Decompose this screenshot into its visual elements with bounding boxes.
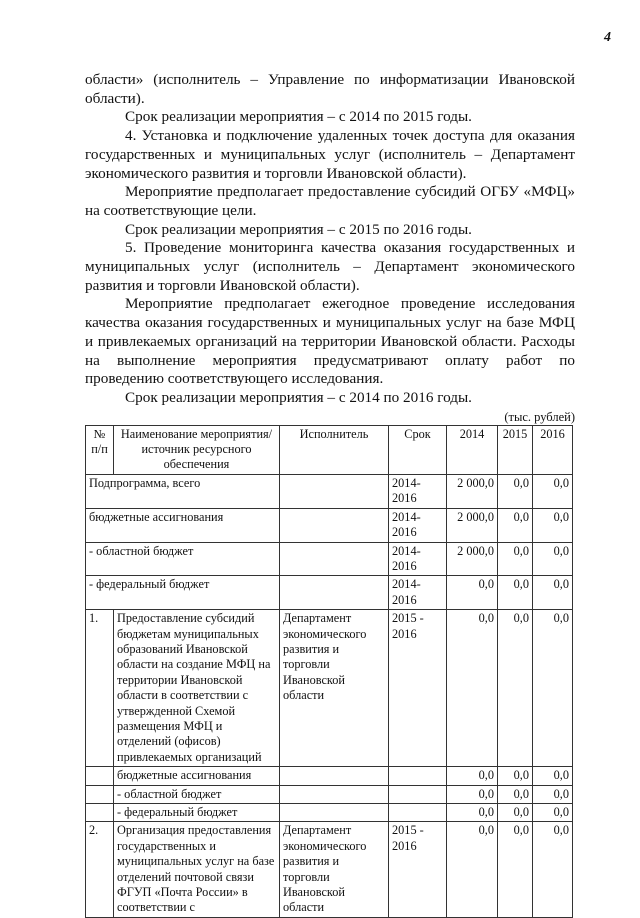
row-name: - федеральный бюджет — [114, 804, 280, 822]
row-term — [389, 785, 447, 803]
page-number: 4 — [604, 30, 611, 45]
paragraph: Срок реализации мероприятия – с 2014 по 2016 годы. — [125, 388, 472, 406]
row-2015: 0,0 — [498, 822, 533, 917]
body-text — [85, 71, 575, 408]
row-name: - федеральный бюджет — [86, 576, 280, 610]
table-row — [86, 767, 573, 785]
row-2014: 2 000,0 — [447, 474, 498, 508]
table-row — [86, 474, 573, 508]
row-executor — [280, 542, 389, 576]
table-row-item-1 — [86, 610, 573, 767]
page-content — [85, 71, 575, 918]
paragraph: 5. Проведение мониторинга качества оказания государственных и муниципальных услуг (исполнитель – Департамент экономического развития и торговли Ивановской области). — [85, 239, 575, 294]
row-num: 1. — [86, 610, 114, 767]
row-num — [86, 785, 114, 803]
header-term: Срок — [389, 425, 447, 474]
table-row — [86, 804, 573, 822]
row-name: - областной бюджет — [114, 785, 280, 803]
budget-table — [85, 425, 573, 918]
table-row — [86, 576, 573, 610]
paragraph: Срок реализации мероприятия – с 2015 по 2016 годы. — [125, 220, 472, 238]
row-executor — [280, 804, 389, 822]
row-2016: 0,0 — [533, 508, 573, 542]
row-num — [86, 804, 114, 822]
row-2016: 0,0 — [533, 576, 573, 610]
table-row — [86, 785, 573, 803]
header-executor: Исполнитель — [280, 425, 389, 474]
table-row — [86, 542, 573, 576]
row-2015: 0,0 — [498, 804, 533, 822]
row-2015: 0,0 — [498, 576, 533, 610]
row-2016: 0,0 — [533, 804, 573, 822]
row-2014: 0,0 — [447, 767, 498, 785]
row-2014: 2 000,0 — [447, 542, 498, 576]
row-executor — [280, 474, 389, 508]
row-term: 2014-2016 — [389, 474, 447, 508]
header-2016: 2016 — [533, 425, 573, 474]
row-name: Организация предоставления государственных и муниципальных услуг на базе отделений почтовой связи ФГУП «Почта России» в соответствии с — [114, 822, 280, 917]
row-executor — [280, 785, 389, 803]
row-term: 2014-2016 — [389, 542, 447, 576]
row-executor: Департамент экономического развития и торговли Ивановской области — [280, 822, 389, 917]
row-2014: 0,0 — [447, 804, 498, 822]
row-name: Подпрограмма, всего — [86, 474, 280, 508]
row-2014: 0,0 — [447, 576, 498, 610]
row-2015: 0,0 — [498, 767, 533, 785]
row-2016: 0,0 — [533, 767, 573, 785]
row-2016: 0,0 — [533, 785, 573, 803]
row-executor — [280, 767, 389, 785]
row-2014: 0,0 — [447, 785, 498, 803]
table-header — [86, 425, 573, 474]
row-2016: 0,0 — [533, 822, 573, 917]
row-2016: 0,0 — [533, 542, 573, 576]
row-num — [86, 767, 114, 785]
paragraph: 4. Установка и подключение удаленных точек доступа для оказания государственных и муниципальных услуг (исполнитель – Департамент экономического развития и торговли Ивановской области). — [85, 127, 575, 182]
paragraph: Мероприятие предполагает предоставление субсидий ОГБУ «МФЦ» на соответствующие цели. — [85, 183, 575, 219]
row-term: 2014-2016 — [389, 508, 447, 542]
row-2014: 0,0 — [447, 610, 498, 767]
row-num: 2. — [86, 822, 114, 917]
row-term: 2015 - 2016 — [389, 610, 447, 767]
row-term — [389, 767, 447, 785]
row-2015: 0,0 — [498, 474, 533, 508]
row-2016: 0,0 — [533, 610, 573, 767]
row-executor — [280, 508, 389, 542]
paragraph: Мероприятие предполагает ежегодное проведение исследования качества оказания государственных и муниципальных услуг на базе МФЦ и привлекаемых организаций на территории Ивановской области. Расходы на выполнение мероприятия предусматривают оплату работ по проведению соответствующего исследования. — [85, 295, 575, 388]
row-2015: 0,0 — [498, 542, 533, 576]
table-row — [86, 508, 573, 542]
row-term: 2014-2016 — [389, 576, 447, 610]
row-executor: Департамент экономического развития и торговли Ивановской области — [280, 610, 389, 767]
header-num: № п/п — [86, 425, 114, 474]
row-2015: 0,0 — [498, 610, 533, 767]
row-2015: 0,0 — [498, 785, 533, 803]
row-name: Предоставление субсидий бюджетам муниципальных образований Ивановской области на создание МФЦ на территории Ивановской области в соответствии с утвержденной Схемой размещения МФЦ и отделений (офисов) привлекаемых организаций — [114, 610, 280, 767]
row-2016: 0,0 — [533, 474, 573, 508]
row-name: - областной бюджет — [86, 542, 280, 576]
row-2014: 2 000,0 — [447, 508, 498, 542]
row-name: бюджетные ассигнования — [86, 508, 280, 542]
header-2014: 2014 — [447, 425, 498, 474]
row-2014: 0,0 — [447, 822, 498, 917]
paragraph: Срок реализации мероприятия – с 2014 по 2015 годы. — [125, 108, 472, 126]
row-name: бюджетные ассигнования — [114, 767, 280, 785]
header-2015: 2015 — [498, 425, 533, 474]
table-row-item-2 — [86, 822, 573, 917]
row-2015: 0,0 — [498, 508, 533, 542]
row-term: 2015 - 2016 — [389, 822, 447, 917]
unit-label: (тыс. рублей) — [504, 409, 575, 424]
row-executor — [280, 576, 389, 610]
row-term — [389, 804, 447, 822]
paragraph: области» (исполнитель – Управление по информатизации Ивановской области). — [85, 71, 575, 107]
header-name: Наименование мероприятия/ источник ресурсного обеспечения — [114, 425, 280, 474]
